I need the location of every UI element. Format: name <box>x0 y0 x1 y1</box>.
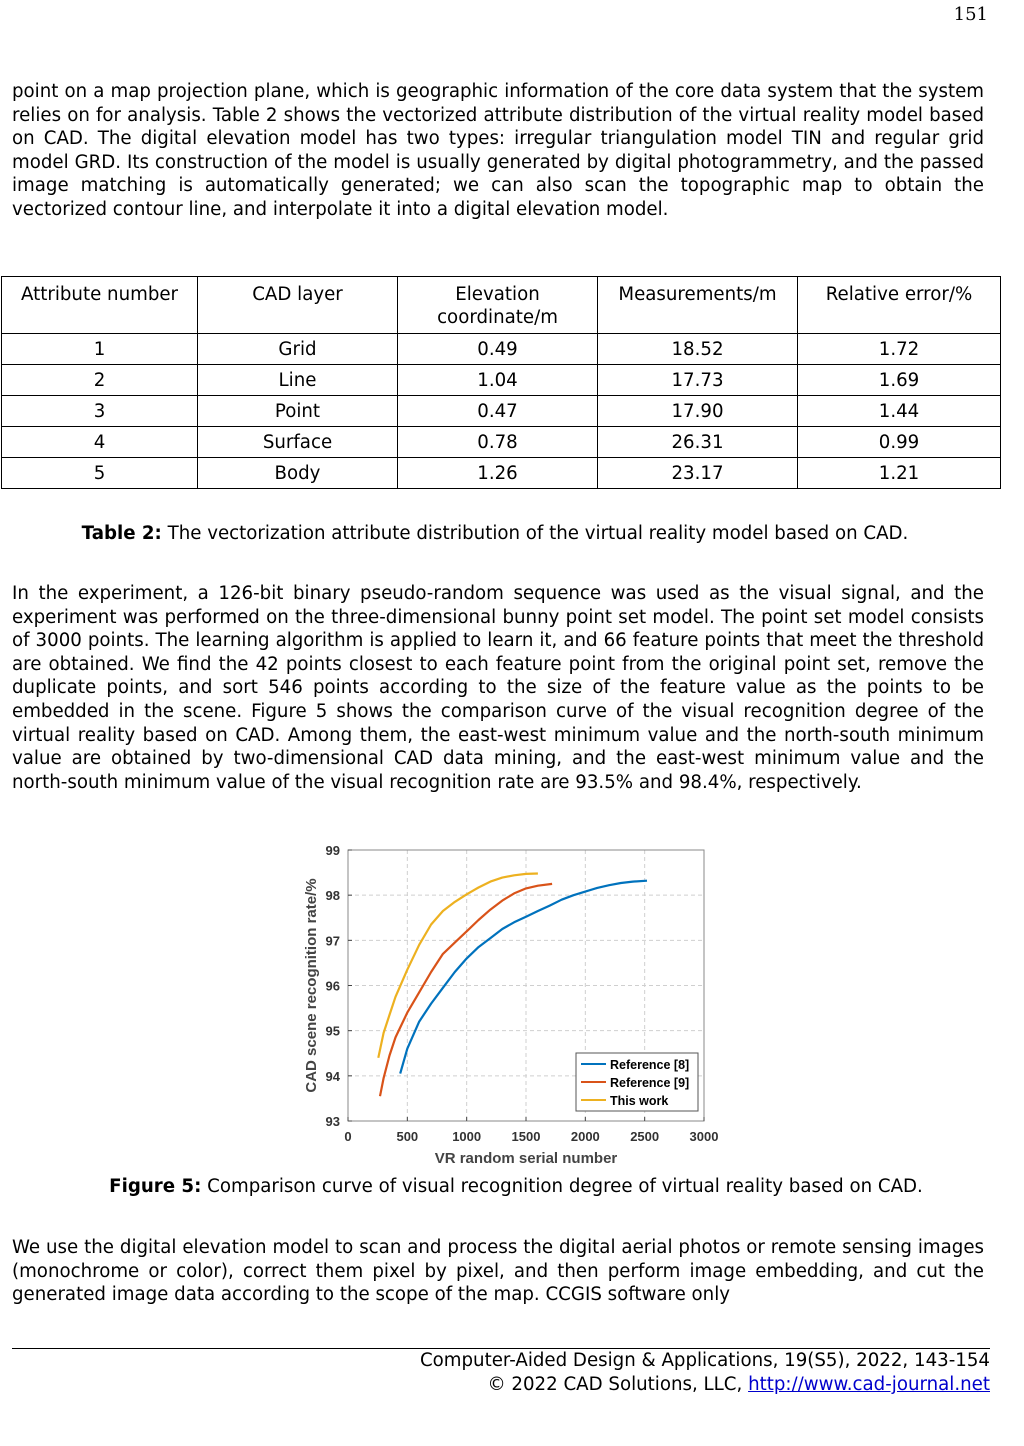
table-header-cell: Elevation coordinate/m <box>398 277 598 334</box>
table-cell: 1.69 <box>798 365 1001 396</box>
table-cell: 1.26 <box>398 458 598 489</box>
x-tick-label: 0 <box>344 1129 352 1144</box>
table-header-cell: Attribute number <box>2 277 198 334</box>
table-cell: 2 <box>2 365 198 396</box>
figure-caption <box>16 1176 1016 1197</box>
table-header-row <box>2 277 1001 334</box>
table-cell: 17.73 <box>598 365 798 396</box>
table-cell: Point <box>198 396 398 427</box>
x-tick-label: 3000 <box>689 1129 719 1144</box>
legend-label: Reference [8] <box>610 1058 690 1072</box>
table-caption-label: Table 2: <box>81 523 162 544</box>
table-cell: 23.17 <box>598 458 798 489</box>
attribute-table <box>1 276 1001 489</box>
body-paragraph-3: We use the digital elevation model to scan and process the digital aerial photos or remote sensing images (monochrome or color), correct them pixel by pixel, and then perform image embedding, and cut the generated image data according to the scope of the map. CCGIS software only <box>12 1237 984 1306</box>
body-paragraph-1: point on a map projection plane, which is geographic information of the core data system that the system relies on for analysis. Table 2 shows the vectorized attribute distribution of the virtual reality model based on CAD. The digital elevation model has two types: irregular triangulation model TIN and regular grid model GRD. Its construction of the model is usually generated by digital photogrammetry, and the passed image matching is automatically generated; we can also scan the topographic map to obtain the vectorized contour line, and interpolate it into a digital elevation model. <box>12 81 984 220</box>
x-axis-label: VR random serial number <box>434 1150 618 1167</box>
body-paragraph-2: In the experiment, a 126-bit binary pseudo-random sequence was used as the visual signal, and the experiment was performed on the three-dimensional bunny point set model. The point set model consists of 3000 points. The learning algorithm is applied to learn it, and 66 feature points that meet the threshold are obtained. We find the 42 points closest to each feature point from the original point set, remove the duplicate points, and sort 546 points according to the size of the feature value as the points to be embedded in the scene. Figure 5 shows the comparison curve of the visual recognition degree of the virtual reality based on CAD. Among them, the east-west minimum value and the north-south minimum value are obtained by two-dimensional CAD data mining, and the east-west minimum value and the north-south minimum value of the visual recognition rate are 93.5% and 98.4%, respectively. <box>12 583 984 793</box>
y-tick-label: 95 <box>325 1023 340 1039</box>
table-cell: 0.99 <box>798 427 1001 458</box>
footer-copyright-text: © 2022 CAD Solutions, LLC, <box>487 1374 749 1395</box>
table-header-cell: Measurements/m <box>598 277 798 334</box>
page-number: 151 <box>953 4 988 25</box>
footer-journal-line: Computer-Aided Design & Applications, 19(S5), 2022, 143-154 <box>419 1350 990 1371</box>
table-cell: 17.90 <box>598 396 798 427</box>
x-tick-label: 2000 <box>570 1129 600 1144</box>
table-row <box>2 458 1001 489</box>
table-cell: 1.21 <box>798 458 1001 489</box>
table-cell: 1 <box>2 334 198 365</box>
table-row <box>2 396 1001 427</box>
table-cell: Line <box>198 365 398 396</box>
y-tick-label: 98 <box>325 888 340 904</box>
table-cell: 26.31 <box>598 427 798 458</box>
table-cell: Body <box>198 458 398 489</box>
table-cell: 0.49 <box>398 334 598 365</box>
footer-copyright-line <box>487 1374 990 1395</box>
table-header-cell: Relative error/% <box>798 277 1001 334</box>
x-tick-label: 500 <box>396 1129 419 1144</box>
y-tick-label: 97 <box>325 933 340 949</box>
table-caption-text: The vectorization attribute distribution of the virtual reality model based on CAD. <box>161 523 909 544</box>
journal-link[interactable]: http://www.cad-journal.net <box>748 1374 990 1395</box>
table-caption <box>0 523 995 544</box>
figure-caption-text: Comparison curve of visual recognition degree of virtual reality based on CAD. <box>201 1176 923 1197</box>
y-tick-label: 93 <box>325 1114 340 1129</box>
table-cell: 5 <box>2 458 198 489</box>
recognition-rate-chart <box>298 838 728 1174</box>
legend-label: This work <box>610 1094 669 1108</box>
footer-rule <box>12 1348 990 1349</box>
table-cell: 18.52 <box>598 334 798 365</box>
table-cell: 4 <box>2 427 198 458</box>
figure-caption-label: Figure 5: <box>109 1176 202 1197</box>
x-tick-label: 1000 <box>452 1129 482 1144</box>
table-cell: 1.72 <box>798 334 1001 365</box>
table-cell: 0.47 <box>398 396 598 427</box>
table-row <box>2 365 1001 396</box>
table-cell: 1.44 <box>798 396 1001 427</box>
y-tick-label: 94 <box>325 1068 340 1084</box>
y-axis-label: CAD scene recognition rate/% <box>303 878 320 1093</box>
table-cell: 0.78 <box>398 427 598 458</box>
table-cell: Surface <box>198 427 398 458</box>
table-header-cell: CAD layer <box>198 277 398 334</box>
x-tick-label: 1500 <box>511 1129 541 1144</box>
x-tick-label: 2500 <box>630 1129 660 1144</box>
table-row <box>2 427 1001 458</box>
y-tick-label: 96 <box>325 978 340 994</box>
table-cell: Grid <box>198 334 398 365</box>
y-tick-label: 99 <box>325 843 340 858</box>
table-row <box>2 334 1001 365</box>
table-cell: 1.04 <box>398 365 598 396</box>
table-cell: 3 <box>2 396 198 427</box>
legend-label: Reference [9] <box>610 1076 690 1090</box>
